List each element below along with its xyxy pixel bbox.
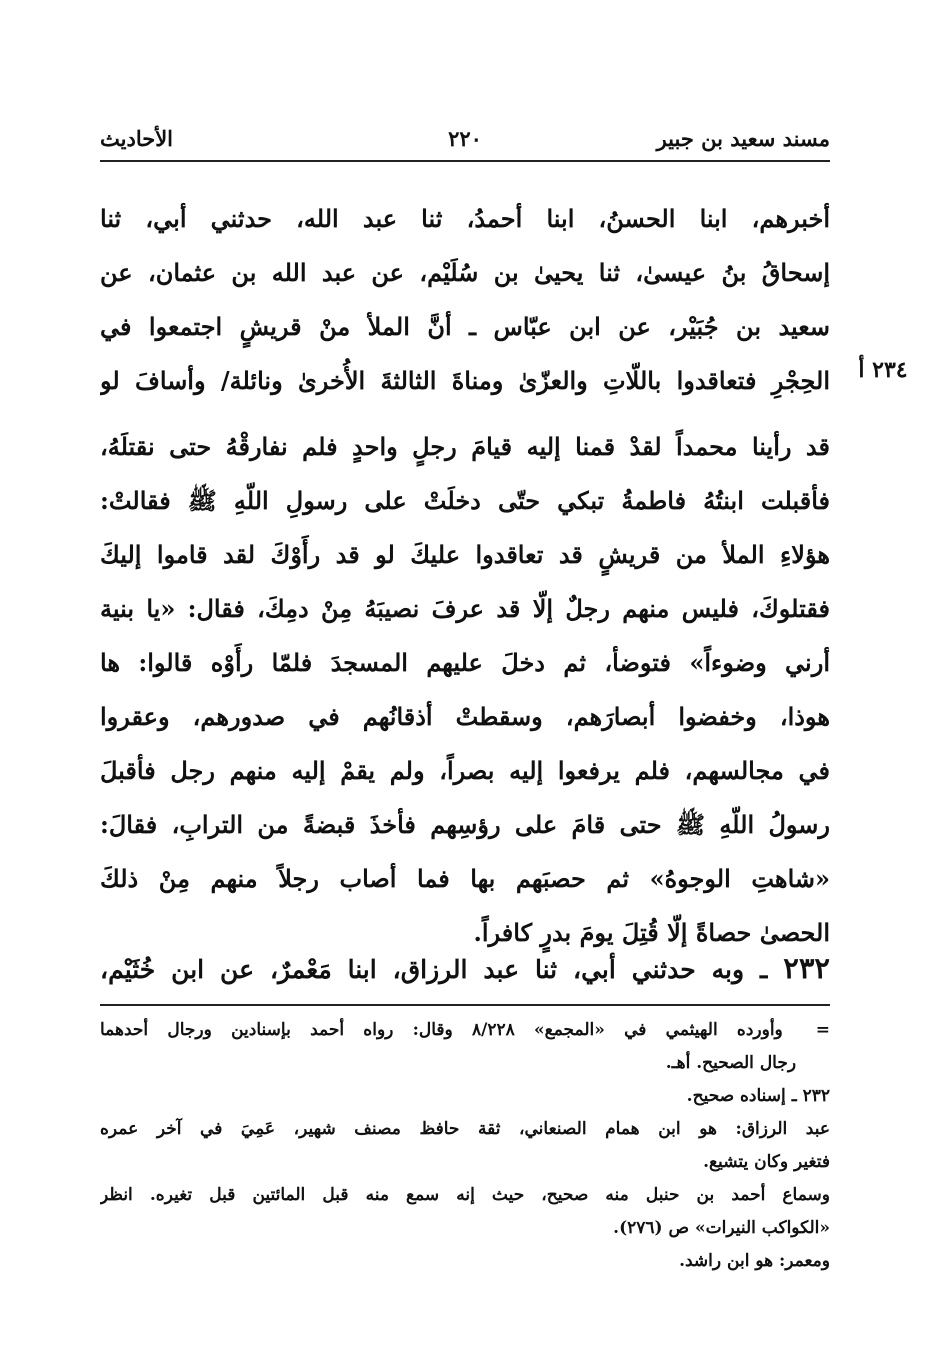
text-line: سعيد بن جُبَيْر، عن ابن عبّاس ـ أنَّ الملأ منْ قريشٍ اجتمعوا في [100, 312, 830, 341]
text-line: أخبرهم، ابنا الحسنُ، ابنا أحمدُ، ثنا عبد الله، حدثني أبي، ثنا [100, 204, 830, 233]
header-rule [100, 160, 830, 162]
text-line: رسولُ اللّهِ ﷺ حتى قامَ على رؤسِهم فأخذَ قبضةً من الترابِ، فقالَ: [100, 810, 830, 839]
footnote-line [100, 1014, 830, 1047]
footnote-line: «الكواكب النيرات» ص (٢٧٦). [613, 1218, 830, 1238]
running-head [100, 120, 830, 156]
text-line: فقتلوكَ، فليس منهم رجلٌ إلّا قد عرفَ نصيبَهُ مِنْ دمِكَ، فقال: «يا بنية [100, 594, 830, 623]
book-title: مسند سعيد بن جبير [656, 126, 830, 151]
text-line: إسحاقُ بنُ عيسىٰ، ثنا يحيىٰ بن سُلَيْم، عن عبد الله بن عثمان، عن [100, 258, 830, 287]
margin-folio-note: ٢٣٤ أ [858, 357, 908, 383]
footnote-rule [100, 1004, 830, 1006]
footnote-text: رجال الصحيح. أهـ. [665, 1053, 797, 1073]
footnote-line: وسماع أحمد بن حنبل منه صحيح، حيث إنه سمع منه قبل المائتين قبل تغيره. انظر [100, 1185, 830, 1205]
footnote-line: عبد الرزاق: هو ابن همام الصنعاني، ثقة حافظ مصنف شهير، عَمِيَ في آخر عمره [100, 1119, 830, 1139]
main-text [100, 192, 830, 960]
footnote-line: فتغير وكان يتشيع. [703, 1152, 830, 1172]
footnote-line [100, 1047, 830, 1080]
text-line: في مجالسهم، فلم يرفعوا إليه بصراً، ولم يقمْ إليه منهم رجل فأقبلَ [100, 756, 830, 785]
hadith-text: ـ وبه حدثني أبي، ثنا عبد الرزاق، ابنا مَعْمرٌ، عن ابن خُثَيْم، [100, 955, 768, 984]
text-line: الحِجْرِ فتعاقدوا باللّاتِ والعزّىٰ ومناةَ الثالثةَ الأُخرىٰ ونائلة/ وأسافَ لو [100, 366, 830, 395]
hadith-number: ٢٣٢ [783, 951, 830, 985]
footnote-text: وأورده الهيثمي في «المجمع» ٨/٢٢٨ وقال: رواه أحمد بإسنادين ورجال أحدهما [100, 1020, 783, 1040]
text-line: هؤلاءِ الملأ من قريشٍ قد تعاقدوا عليكَ لو قد رأَوْكَ لقد قاموا إليكَ [100, 540, 830, 569]
footnote-line: ومعمر: هو ابن راشد. [679, 1251, 830, 1271]
text-line: أرني وضوءاً» فتوضأ، ثم دخلَ عليهم المسجدَ فلمّا رأَوْه قالوا: ها [100, 648, 830, 677]
text-line: هوذا، وخفضوا أبصارَهم، وسقطتْ أذقانُهم في صدورهم، وعقروا [100, 702, 830, 731]
text-line: قد رأينا محمداً لقدْ قمنا إليه قيامَ رجلٍ واحدٍ فلم نفارقْهُ حتى نقتلَهُ، [100, 432, 830, 461]
footnotes [100, 1014, 830, 1278]
continuation-mark: = [815, 1020, 830, 1040]
page-number: ٢٢٠ [448, 126, 482, 151]
footnote-line: ٢٣٢ ـ إسناده صحيح. [686, 1086, 830, 1106]
text-line: «شاهتِ الوجوهُ» ثم حصبَهم بها فما أصاب رجلاً منهم مِنْ ذلكَ [100, 864, 830, 893]
text-line: فأقبلت ابنتُهُ فاطمةُ تبكي حتّى دخلَتْ على رسولِ اللّهِ ﷺ فقالتْ: [100, 486, 830, 515]
next-hadith [100, 938, 830, 998]
section-title: الأحاديث [100, 126, 174, 151]
text-line: الحصىٰ حصاةً إلّا قُتِلَ يومَ بدرٍ كافراً. [473, 918, 830, 947]
